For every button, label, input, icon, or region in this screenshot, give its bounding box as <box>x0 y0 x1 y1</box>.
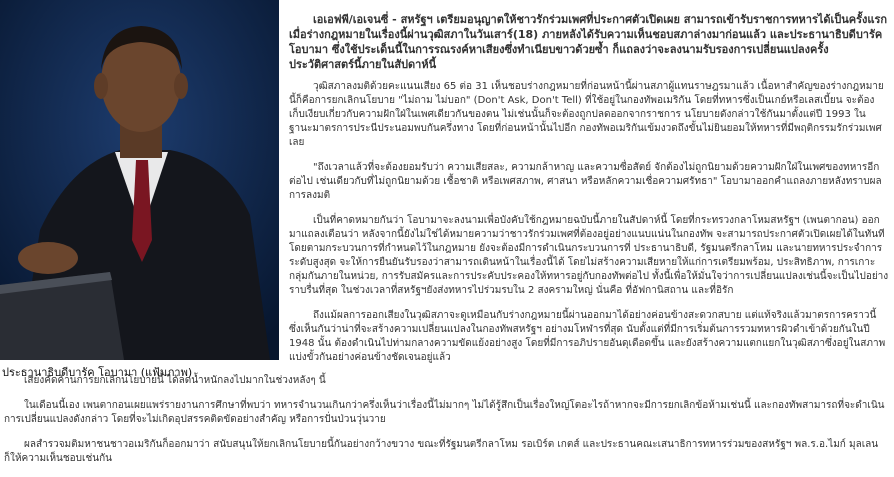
article-photo <box>0 0 279 360</box>
article-paragraph: ผลสำรวจมติมหาชนชาวอเมริกันก็ออกมาว่า สนับสนุนให้ยกเลิกนโยบายนี้กันอย่างกว้างขวาง ขณะที่รัฐมนตรีกลาโหม รอเบิร์ต เกตส์ และประธานคณะเสนาธิการทหารร่วมของสหรัฐฯ พล.ร.อ.ไมก์ มุลเลน ก็ให้ความเห็นชอบเช่นกัน <box>4 439 879 464</box>
article-paragraph: ถึงแม้ผลการออกเสียงในวุฒิสภาจะดูเหมือนกับร่างกฎหมายนี้ผ่านออกมาได้อย่างค่อนข้างสะดวกสบาย แต่แท้จริงแล้วมาตรการคราวนี้ ซึ่งเห็นกันว่าน่าที่จะสร้างความเปลี่ยนแปลงในกองทัพสหรัฐฯ อย่างมโหฬารที่สุด นับตั้งแต่ที่มีการเริ่มต้นการรวมทหารผิวดำเข้าด้วยกันในปี 1948 นั้น ต้องดำเนินไปท่ามกลางความขัดแย้งอย่างสูง โดยที่มีการอภิปรายอันดุเดือดขึ้น และยังสร้างความแตกแยกในวุฒิสภาซึ่งอยู่ในสภาพแบ่งขั้วกันอย่างค่อนข้างชัดเจนอยู่แล้ว <box>289 310 886 363</box>
article-body-continued <box>0 368 894 477</box>
obama-portrait-image <box>0 0 279 360</box>
article-paragraph: วุฒิสภาลงมติด้วยคะแนนเสียง 65 ต่อ 31 เห็นชอบร่างกฎหมายที่ก่อนหน้านี้ผ่านสภาผู้แทนราษฎรมาแล้ว เนื้อหาสำคัญของร่างกฎหมายนี้ก็คือการยกเลิกนโยบาย "ไม่ถาม ไม่บอก" (Don't Ask, Don't Tell) ที่ใช้อยู่ในกองทัพอเมริกัน โดยที่ทหารซึ่งเป็นเกย์หรือเลสเบี้ยน จะต้องเก็บเงียบเกี่ยวกับความฝักใฝ่ในเพศเดียวกันของตน ไม่เช่นนั้นก็จะต้องถูกปลดออกจากราชการ นโยบายดังกล่าวใช้กันมาตั้งแต่ปี 1993 ในฐานะมาตรการประนีประนอมพบกันครึ่งทาง โดยที่ก่อนหน้านั้นไปอีก กองทัพอเมริกันเข้มงวดถึงขั้นไม่ยินยอมให้ทหารที่มีพฤติกรรมรักร่วมเพศเลย <box>289 81 884 148</box>
article-paragraph: เป็นที่คาดหมายกันว่า โอบามาจะลงนามเพื่อบังคับใช้กฎหมายฉบับนี้ภายในสัปดาห์นี้ โดยที่กระทรวงกลาโหมสหรัฐฯ (เพนตากอน) ออกมาแถลงเตือนว่า หลังจากนี้ยังไม่ใช่ได้หมายความว่าชาวรักร่วมเพศที่ต้องอยู่อย่างแนบแน่นในกองทัพ จะสามารถประกาศตัวเปิดเผยได้ในทันที โดยตามกระบวนการที่กำหนดไว้ในกฎหมาย ยังจะต้องมีการดำเนินกระบวนการที่ ประธานาธิบดี, รัฐมนตรีกลาโหม และนายทหารประจำการระดับสูงสุด จะให้การยืนยันรับรองว่าสามารถเดินหน้าในเรื่องนี้ได้ โดยไม่สร้างความเสียหายให้แก่การเตรียมพร้อม, ประสิทธิภาพ, การเกาะกลุ่มกันภายในหน่วย, การรับสมัครและการประคับประคองให้ทหารอยู่กับกองทัพต่อไป ทั้งนี้เพื่อให้มั่นใจว่าการเปลี่ยนแปลงเช่นนี้จะเป็นไปอย่างราบรื่นที่สุด ในช่วงเวลาที่สหรัฐฯยังส่งทหารไปร่วมรบใน 2 สงครามใหญ่ นั่นคือ ที่อัฟกานิสถาน และที่อิรัก <box>289 215 889 296</box>
photo-caption: ประธานาธิบดีบารัค โอบามา (แฟ้มภาพ) <box>2 366 193 379</box>
article-paragraph: ในเดือนนี้เอง เพนตากอนเผยแพร่รายงานการศึกษาที่พบว่า ทหารจำนวนเกินกว่าครึ่งเห็นว่าเรื่องนี้ไม่มากๆ ไม่ได้รู้สึกเป็นเรื่องใหญ่โตอะไรถ้าหากจะมีการยกเลิกข้อห้ามเช่นนี้ และกองทัพสามารถที่จะดำเนินการเปลี่ยนแปลงดังกล่าว โดยที่จะไม่เกิดอุปสรรคติดขัดอย่างสำคัญ หรือการปั่นป่วนวุ่นวาย <box>4 400 885 425</box>
article-body <box>289 12 889 376</box>
article-paragraph: เสียงคัดค้านการยกเลิกนโยบายนี้ ได้ลดน้ำหนักลงไปมากในช่วงหลังๆ นี้ <box>24 375 326 386</box>
article-paragraph: "ถึงเวลาแล้วที่จะต้องยอมรับว่า ความเสียสละ, ความกล้าหาญ และความซื่อสัตย์ จักต้องไม่ถูกนิยามด้วยความฝักใฝ่ในเพศของทหารอีกต่อไป เช่นเดียวกับที่ไม่ถูกนิยามด้วย เชื้อชาติ หรือเพศสภาพ, ศาสนา หรือหลักความเชื่อความศรัทธา" โอบามาออกคำแถลงภายหลังทราบผลการลงมติ <box>289 162 882 201</box>
article-headline: เอเอฟพี/เอเจนซี่ - สหรัฐฯ เตรียมอนุญาตให้ชาวรักร่วมเพศที่ประกาศตัวเปิดเผย สามารถเข้ารับราชการทหารได้เป็นครั้งแรก เมื่อร่างกฎหมายในเรื่องนี้ผ่านวุฒิสภาในวันเสาร์(18) ภายหลังได้รับความเห็นชอบสภาล่างมาก่อนแล้ว และประธานาธิบดีบารัค โอบามา ซึ่งใช้ประเด็นนี้ในการรณรงค์หาเสียงซึ่งทำเนียบขาวด้วยซ้ำ ก็แถลงว่าจะลงนามรับรองการเปลี่ยนแปลงครั้งประวัติศาสตร์นี้ภายในสัปดาห์นี้ <box>289 13 888 71</box>
